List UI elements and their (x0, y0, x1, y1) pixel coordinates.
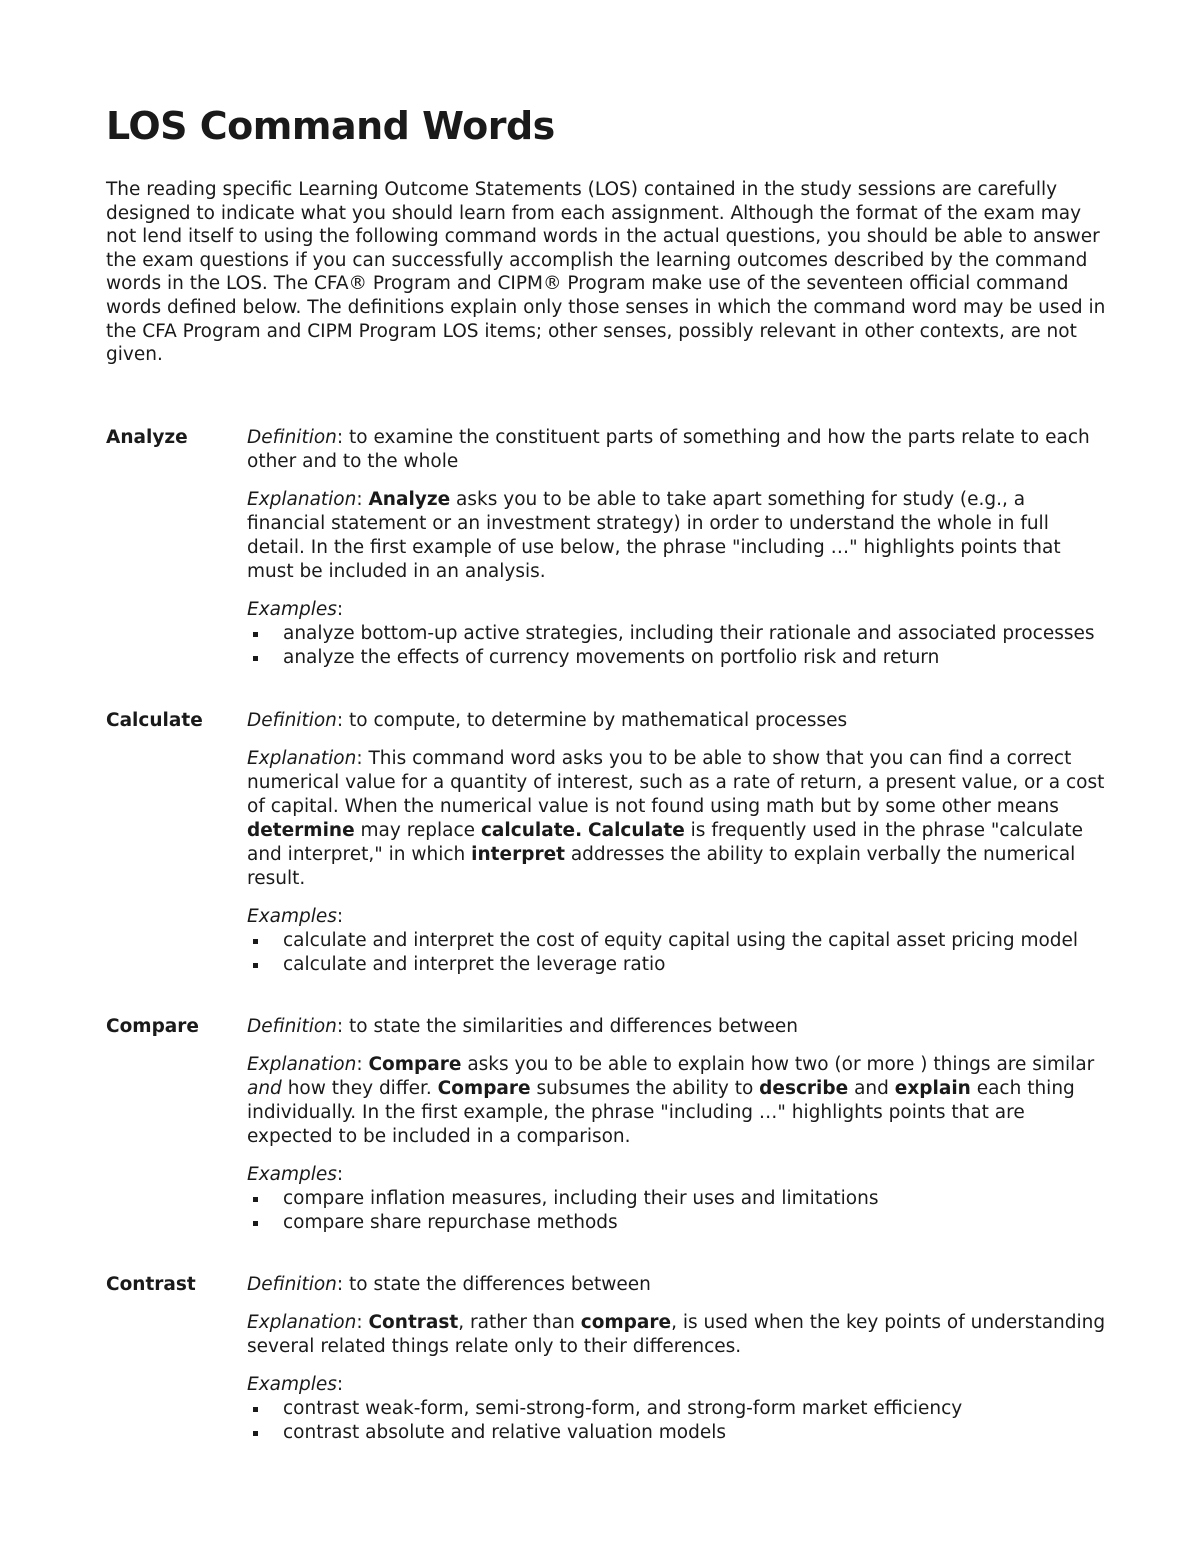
explanation-text: , is used when the key points of understanding several related things relate only to their differences. (247, 1312, 1106, 1357)
examples-heading: Examples: (247, 1164, 344, 1185)
definition: Definition: to compute, to determine by mathematical processes (247, 710, 848, 731)
explanation-keyword: determine (247, 820, 355, 841)
example-text: calculate and interpret the cost of equity capital using the capital asset pricing model (283, 930, 1079, 951)
explanation: Explanation: Contrast, rather than compare, is used when the key points of understanding several related things relate only to their differences. (247, 1312, 1106, 1357)
definition-label: Definition (247, 1274, 337, 1295)
list-item (247, 622, 1106, 646)
explanation: Explanation: Compare asks you to be able to explain how two (or more ) things are similar and how they differ. Compare subsumes the ability to describe and explain each thing individually. In the first example, the phrase "including …" highlights points that are expected to be included in a comparison. (247, 1054, 1095, 1147)
page-title: LOS Command Words (106, 104, 555, 148)
explanation-keyword: Contrast (368, 1312, 459, 1333)
definition: Definition: to examine the constituent parts of something and how the parts relate to each other and to the whole (247, 427, 1090, 472)
explanation-keyword: Compare (437, 1078, 531, 1099)
example-text: contrast weak-form, semi-strong-form, and strong-form market efficiency (283, 1398, 963, 1419)
explanation-label: Explanation (247, 1312, 357, 1333)
explanation-text: This command word asks you to be able to show that you can find a correct numerical value for a quantity of interest, such as a rate of return, a present value, or a cost of capital. When the numerical value is not found using math but by some other means (247, 748, 1105, 817)
explanation-text: addresses the ability to explain verbally the numerical result. (247, 844, 1076, 889)
definition: Definition: to state the differences between (247, 1274, 651, 1295)
explanation-label: Explanation (247, 1054, 357, 1075)
explanation-text: asks you to be able to take apart something for study (e.g., a financial statement or an investment strategy) in order to understand the whole in full detail. In the first example of use below, the phrase "including …" highlights points that must be included in an analysis. (247, 489, 1061, 582)
list-item (247, 1397, 1106, 1421)
definition-label: Definition (247, 427, 337, 448)
explanation-keyword: Analyze (368, 489, 451, 510)
examples-list (247, 1397, 1106, 1445)
explanation-text: is frequently used in the phrase "calculate and interpret," in which (247, 820, 1084, 865)
examples-label: Examples (247, 906, 337, 927)
explanation-text: , rather than (458, 1312, 581, 1333)
examples-heading: Examples: (247, 1374, 344, 1395)
example-text: compare inflation measures, including their uses and limitations (283, 1188, 879, 1209)
examples-list (247, 929, 1106, 977)
bullet-icon (253, 1197, 258, 1202)
explanation-keyword: interpret (471, 844, 565, 865)
explanation: Explanation: This command word asks you to be able to show that you can find a correct numerical value for a quantity of interest, such as a rate of return, a present value, or a cost of capital. When the numerical value is not found using math but by some other means determine may replace calculate. Calculate is frequently used in the phrase "calculate and interpret," in which interpret addresses the ability to explain verbally the numerical result. (247, 748, 1105, 889)
explanation-text: each thing individually. In the first example, the phrase "including …" highlights points that are expected to be included in a comparison. (247, 1078, 1075, 1147)
bullet-icon (253, 1407, 258, 1412)
entry-body (247, 709, 1106, 977)
definition-text: to examine the constituent parts of something and how the parts relate to each other and to the whole (247, 427, 1090, 472)
entry-contrast (106, 1273, 1106, 1445)
explanation-keyword: compare (580, 1312, 672, 1333)
entry-calculate (106, 709, 1106, 977)
bullet-icon (253, 963, 258, 968)
definition-text: to state the similarities and differences between (349, 1016, 798, 1037)
term-label: Calculate (106, 710, 203, 731)
entry-body (247, 1015, 1106, 1235)
examples-label: Examples (247, 599, 337, 620)
example-text: analyze the effects of currency movements on portfolio risk and return (283, 647, 940, 668)
entry-body (247, 426, 1106, 670)
bullet-icon (253, 1431, 258, 1436)
explanation-text: may replace (354, 820, 481, 841)
explanation-text: subsumes the ability to (530, 1078, 760, 1099)
examples-list (247, 622, 1106, 670)
term-label: Analyze (106, 427, 188, 448)
explanation-keyword: explain (894, 1078, 971, 1099)
list-item (247, 1187, 1106, 1211)
examples-label: Examples (247, 1164, 337, 1185)
example-text: analyze bottom-up active strategies, including their rationale and associated processes (283, 623, 1095, 644)
explanation: Explanation: Analyze asks you to be able to take apart something for study (e.g., a financial statement or an investment strategy) in order to understand the whole in full detail. In the first example of use below, the phrase "including …" highlights points that must be included in an analysis. (247, 489, 1061, 582)
examples-heading: Examples: (247, 599, 344, 620)
definition-text: to compute, to determine by mathematical processes (349, 710, 848, 731)
examples-heading: Examples: (247, 906, 344, 927)
entry-analyze (106, 426, 1106, 670)
definition-label: Definition (247, 1016, 337, 1037)
explanation-text: and (848, 1078, 895, 1099)
explanation-keyword: calculate. (480, 820, 583, 841)
list-item (247, 1421, 1106, 1445)
explanation-label: Explanation (247, 489, 357, 510)
explanation-text: how they differ. (281, 1078, 438, 1099)
example-text: calculate and interpret the leverage ratio (283, 954, 666, 975)
term-label: Contrast (106, 1274, 196, 1295)
definition-label: Definition (247, 710, 337, 731)
explanation-keyword: Compare (368, 1054, 462, 1075)
intro-paragraph: The reading specific Learning Outcome Statements (LOS) contained in the study sessions are carefully designed to indicate what you should learn from each assignment. Although the format of the exam may not lend itself to using the following command words in the actual questions, you should be able to answer the exam questions if you can successfully accomplish the learning outcomes described by the command words in the LOS. The CFA® Program and CIPM® Program make use of the seventeen official command words defined below. The definitions explain only those senses in which the command word may be used in the CFA Program and CIPM Program LOS items; other senses, possibly relevant in other contexts, are not given. (106, 179, 1106, 366)
definition-text: to state the differences between (349, 1274, 651, 1295)
definition: Definition: to state the similarities and differences between (247, 1016, 798, 1037)
entry-compare (106, 1015, 1106, 1235)
bullet-icon (253, 1221, 258, 1226)
list-item (247, 646, 1106, 670)
bullet-icon (253, 939, 258, 944)
list-item (247, 1211, 1106, 1235)
example-text: compare share repurchase methods (283, 1212, 618, 1233)
bullet-icon (253, 656, 258, 661)
entry-body (247, 1273, 1106, 1445)
explanation-text: asks you to be able to explain how two (or more ) things are similar (461, 1054, 1095, 1075)
examples-list (247, 1187, 1106, 1235)
term-label: Compare (106, 1016, 199, 1037)
explanation-label: Explanation (247, 748, 357, 769)
document-page (106, 104, 1106, 1443)
explanation-emphasis: and (247, 1078, 282, 1099)
list-item (247, 929, 1106, 953)
explanation-keyword: Calculate (588, 820, 685, 841)
list-item (247, 953, 1106, 977)
explanation-keyword: describe (759, 1078, 849, 1099)
examples-label: Examples (247, 1374, 337, 1395)
example-text: contrast absolute and relative valuation models (283, 1422, 726, 1443)
bullet-icon (253, 632, 258, 637)
